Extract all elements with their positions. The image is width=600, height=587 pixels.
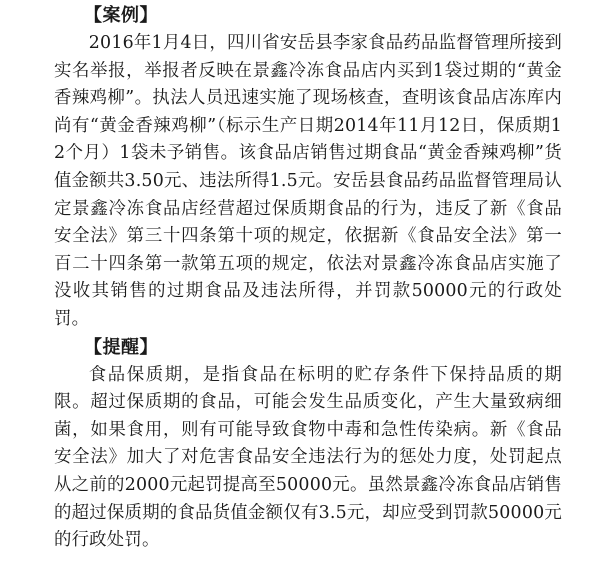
reminder-paragraph: 食品保质期，是指食品在标明的贮存条件下保持品质的期限。超过保质期的食品，可能会发生品质变化，产生大量致病细菌，如果食用，则有可能导致食物中毒和急性传染病。新《食品安全法》加大了对危害食品安全违法行为的惩处力度，处罚起点从之前的2000元起罚提高至50000元。虽然景鑫冷冻食品店销售的超过保质期的食品货值金额仅有3.5元，却应受到罚款50000元的行政处罚。: [54, 364, 562, 551]
case-paragraph: 2016年1月4日，四川省安岳县李家食品药品监督管理所接到实名举报，举报者反映在景鑫冷冻食品店内买到1袋过期的“黄金香辣鸡柳”。执法人员迅速实施了现场核查，查明该食品店冻库内尚有“黄金香辣鸡柳”（标示生产日期2014年11月12日，保质期12个月）1袋未予销售。该食品店销售过期食品“黄金香辣鸡柳”货值金额共3.50元、违法所得1.5元。安岳县食品药品监督管理局认定景鑫冷冻食品店经营超过保质期食品的行为，违反了新《食品安全法》第三十四条第十项的规定，依据新《食品安全法》第一百二十四条第一款第五项的规定，依法对景鑫冷冻食品店实施了没收其销售的过期食品及违法所得，并罚款50000元的行政处罚。: [54, 33, 562, 329]
reminder-heading: 【提醒】: [84, 336, 158, 358]
case-heading: 【案例】: [84, 5, 158, 26]
